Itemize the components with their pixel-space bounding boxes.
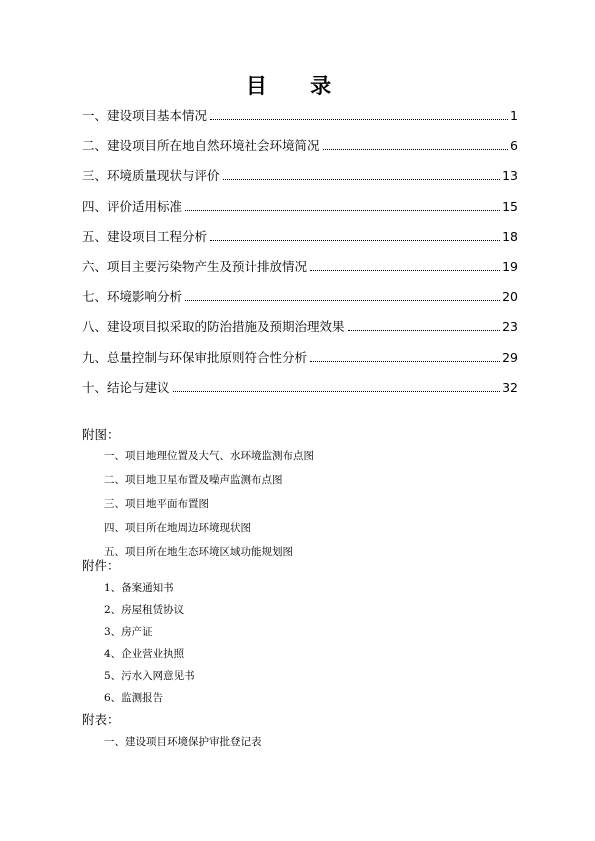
toc-page-number: 29 xyxy=(502,349,518,365)
toc-page-number: 23 xyxy=(502,319,518,335)
attachments-heading: 附件： xyxy=(82,558,120,573)
figures-heading: 附图： xyxy=(82,427,120,442)
toc-page-number: 20 xyxy=(502,289,518,305)
figure-item: 一、项目地理位置及大气、水环境监测布点图 xyxy=(104,450,314,462)
tables-heading: 附表： xyxy=(82,712,120,727)
toc-entry[interactable] xyxy=(82,257,518,287)
toc-label: 九、总量控制与环保审批原则符合性分析 xyxy=(82,349,308,365)
toc-page-number: 6 xyxy=(510,138,518,154)
figure-item: 五、项目所在地生态环境区域功能规划图 xyxy=(104,546,293,558)
toc-entry[interactable] xyxy=(82,197,518,227)
toc-leader xyxy=(185,210,500,211)
toc-page-number: 1 xyxy=(510,108,518,123)
toc-label: 十、结论与建议 xyxy=(82,379,170,395)
attachment-item: 6、监测报告 xyxy=(104,692,164,704)
toc-page-number: 15 xyxy=(502,198,518,214)
figure-item: 四、项目所在地周边环境现状图 xyxy=(104,522,251,534)
toc-leader xyxy=(348,330,501,331)
toc-entry[interactable] xyxy=(82,317,518,347)
attachment-item: 4、企业营业执照 xyxy=(104,648,185,660)
toc-page-number: 19 xyxy=(502,258,518,274)
toc-label: 二、建设项目所在地自然环境社会环境简况 xyxy=(82,138,320,154)
table-of-contents xyxy=(82,106,518,408)
toc-entry[interactable] xyxy=(82,106,518,136)
toc-leader xyxy=(210,119,508,120)
figure-item: 三、项目地平面布置图 xyxy=(104,498,209,510)
toc-label: 一、建设项目基本情况 xyxy=(82,108,208,123)
toc-entry[interactable] xyxy=(82,378,518,408)
attachment-item: 3、房产证 xyxy=(104,626,153,638)
toc-entry[interactable] xyxy=(82,348,518,378)
toc-leader xyxy=(173,391,501,392)
toc-label: 六、项目主要污染物产生及预计排放情况 xyxy=(82,258,308,274)
attachment-item: 1、备案通知书 xyxy=(104,582,174,594)
table-item: 一、建设项目环境保护审批登记表 xyxy=(104,736,262,748)
toc-entry[interactable] xyxy=(82,166,518,196)
figure-item: 二、项目地卫星布置及噪声监测布点图 xyxy=(104,474,283,486)
toc-leader xyxy=(185,300,500,301)
toc-leader xyxy=(323,149,509,150)
toc-leader xyxy=(223,179,501,180)
toc-entry[interactable] xyxy=(82,136,518,166)
toc-label: 三、环境质量现状与评价 xyxy=(82,168,220,184)
toc-page-number: 13 xyxy=(502,168,518,184)
toc-label: 八、建设项目拟采取的防治措施及预期治理效果 xyxy=(82,319,345,335)
attachment-item: 2、房屋租赁协议 xyxy=(104,604,185,616)
toc-label: 五、建设项目工程分析 xyxy=(82,228,208,244)
toc-page-number: 32 xyxy=(502,379,518,395)
toc-leader xyxy=(210,240,500,241)
toc-label: 七、环境影响分析 xyxy=(82,289,183,305)
toc-entry[interactable] xyxy=(82,287,518,317)
toc-leader xyxy=(310,361,500,362)
toc-label: 四、评价适用标准 xyxy=(82,198,183,214)
toc-page-number: 18 xyxy=(502,228,518,244)
attachment-item: 5、污水入网意见书 xyxy=(104,670,195,682)
toc-entry[interactable] xyxy=(82,227,518,257)
toc-leader xyxy=(310,270,500,271)
page-title: 目 录 xyxy=(245,73,350,98)
